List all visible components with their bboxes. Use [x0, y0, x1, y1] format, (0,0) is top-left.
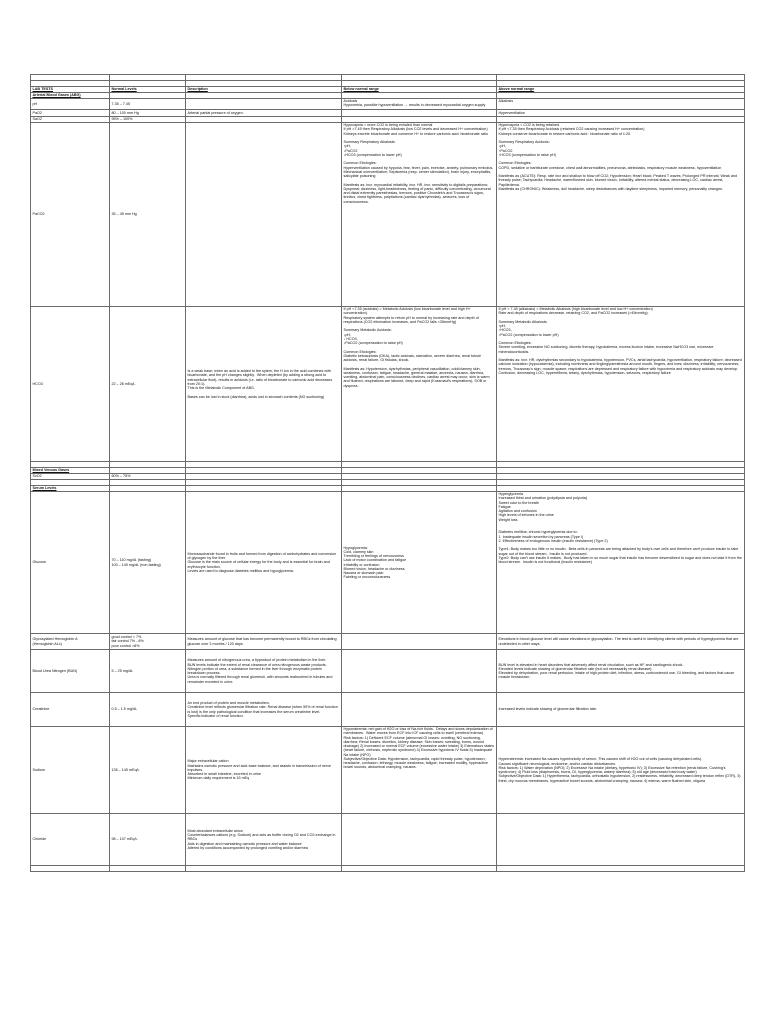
text-line: Risk factors: 1) Water deprivation (NPO); 2) Excessive Na intake (dietary, hypertonic IV); 3) Excessive Na retention (renal failure, Cushing's syndrome); 4) Fluid loss (diaphoresis, burns, DI, hyperglycemia, watery diarrhea); 5) old age (decreased total body water)	[498, 765, 727, 774]
text-line: Hyperventilation caused by hypoxia, fear, fever, pain, exercise, anxiety, pulmonary embolus, Mechanical overventilation; Septicemia (resp. center stimulation), brain injury, encephalitis, salicylate poisoning	[343, 165, 495, 178]
text-line: Counterbalances cations (e.g. Sodium) and acts as buffer during O2 and CO2 exchange in RBCs	[187, 833, 337, 842]
text-line: Manifests as (ACUTE): Resp. rate incr and shallow to blow off CO2; Hypotension; Heart block; Peaked T waves; Prolonged PR interval; Weak and thready pulse; Tachycardia; Headache, warm/flushed skin, blurred vision, irritability, altered mental status, decreasing LOC, cardiac arrest, Papilledema.	[498, 174, 739, 187]
below-range-cell[interactable]	[342, 492, 497, 634]
section-label[interactable]: Mixed Venous Gases	[31, 468, 110, 474]
table-row	[31, 110, 745, 117]
text-line: COPD, sedative or barbiturate overdose, chest wall abnormalities, pneumonia, atelectasis, respiratory muscle weakness, hypoventilation	[498, 165, 722, 170]
text-line: Fainting or unconsciousness	[343, 575, 391, 580]
text-line: Major extracellular cation	[187, 759, 229, 764]
header-cell[interactable]: Above normal range	[497, 87, 745, 93]
text-line: Measures amount of nitrogenous urea, a byproduct of protein metabolism in the liver.	[187, 658, 327, 663]
description-cell[interactable]	[186, 110, 342, 117]
normal-level-cell[interactable]: 5 – 25 mg/dL	[110, 650, 186, 693]
text-line: ↓ HCO3,	[343, 336, 358, 341]
text-line: (Hemoglobin A1c)	[32, 641, 62, 646]
normal-level-cell[interactable]: 0.5 – 1.5 mg/dL	[110, 693, 186, 727]
text-line: Common Etiologies:	[498, 161, 532, 166]
description-cell[interactable]	[186, 123, 342, 307]
above-range-cell[interactable]	[497, 492, 745, 634]
text-line: Nausea or stomach pain	[343, 571, 384, 575]
header-cell[interactable]: Description	[186, 87, 342, 93]
table-row	[31, 307, 745, 462]
text-line: Fatigue	[498, 504, 511, 509]
text-line: Diabetic ketoacidosis (DKA), lactic acidosis, starvation, severe diarrhea, renal tubule acidosis, renal failure, GI fistulas, shock.	[343, 353, 483, 362]
description-cell[interactable]	[186, 814, 342, 866]
text-line: 100 – 140 mg/dL (non-fasting)	[111, 562, 161, 567]
above-range-cell[interactable]	[497, 693, 745, 727]
text-line: Hypoxemia, possible hypoventilation → results in decreased myocardial oxygen supply	[343, 103, 486, 108]
header-cell[interactable]: Normal Levels	[110, 87, 186, 93]
text-line: BUN levels indicate the extent of renal clearance of urea nitrogenous waste products.	[187, 662, 327, 667]
text-line: ↓PaCO2	[343, 148, 358, 153]
text-line: Manifests as (CHRONIC): Weakness, dull headache, sleep disturbances with daytime sleepiness, impaired memory, personality changes.	[498, 186, 723, 191]
section-label[interactable]: Arterial Blood Gases (ABG)	[31, 93, 110, 99]
text-line: Absorbed in small intestine, excreted in urine	[187, 772, 261, 777]
text-line: Blurred vision, headache or dizziness	[343, 566, 405, 571]
description-cell[interactable]	[186, 650, 342, 693]
test-name-cell[interactable]: pH	[31, 99, 110, 110]
table-row	[31, 492, 745, 634]
text-line: Kidneys conserve bicarbonate to restore carbonic acid : bicarbonate ratio of 1:20.	[498, 131, 632, 136]
text-line: poor control >8%	[111, 643, 140, 648]
text-line: Glycosylated Hemoglobin A	[32, 637, 78, 642]
below-range-cell[interactable]	[342, 650, 497, 693]
text-line: ↓pH,	[343, 332, 352, 337]
text-line: Hypocapnia = more CO2 is being exhaled than normal	[343, 123, 433, 127]
description-cell[interactable]	[186, 99, 342, 110]
below-range-cell[interactable]	[342, 727, 497, 814]
text-line: Manifests as: incr. myocardial irritability, incr. HR, incr. sensitivity to digitalis preparations; Dyspneal; dizziness, light-headedness, feeling of panic, difficulty concentrating, circumoral and distal extremity paresthesias, tremors, positive Chvostek's and Trousseau's signs, tinnitus, chest tightness, palpitations (cardiac dysrhythmias), seizures, loss of consciousness.	[343, 182, 492, 204]
text-line: Weight loss	[498, 517, 518, 522]
table-row	[31, 99, 745, 110]
text-line: Summary Metabolic Alkalosis:	[498, 319, 548, 324]
text-line: Sweet odor to the breath	[498, 500, 539, 505]
table-row	[31, 814, 745, 866]
normal-level-cell[interactable]: 35 – 45 mm Hg	[110, 123, 186, 307]
test-name-cell[interactable]: SvO2	[31, 474, 110, 480]
text-line: Monosaccharide found in fruits and formed from digestion of carbohydrates and conversion of glycogen by the liver.	[187, 551, 338, 561]
text-line: Hypercapnia = CO2 is being retained	[498, 123, 560, 127]
text-line: Levels are used to diagnose diabetes mellitus and hypoglycemia.	[187, 568, 294, 573]
text-line: Summary Metabolic Acidosis:	[343, 328, 392, 333]
text-line: Aids in digestion and maintaining osmotic pressure and water balance	[187, 841, 302, 846]
text-line: Elevated by dehydration, poor renal perfusion, intake of high-protein diet, infection, stress, corticosteroid use, GI bleeding, and factors that cause muscle breakdown.	[498, 671, 736, 680]
text-line: An end product of protein and muscle metabolism.	[187, 701, 270, 705]
text-line: Measures amount of glucose that has become permanently bound to RBCs from circulating glucose over 3 months / 120 days.	[187, 637, 338, 646]
test-name-cell[interactable]: Sodium	[31, 727, 110, 814]
above-range-cell[interactable]	[497, 727, 745, 814]
test-name-cell[interactable]: PaO2	[31, 110, 110, 117]
text-line: Most abundant extracellular anion	[187, 828, 243, 833]
text-line: good control < 7%	[111, 635, 142, 640]
normal-level-cell[interactable]: 135 – 145 mEq/L	[110, 727, 186, 814]
text-line: Common Etiologies:	[343, 161, 377, 166]
table-row	[31, 123, 745, 307]
header-cell[interactable]: Below normal range	[342, 87, 497, 93]
table-row	[31, 634, 745, 650]
below-range-cell[interactable]	[342, 110, 497, 117]
below-range-cell[interactable]	[342, 634, 497, 650]
text-line: Common Etiologies:	[498, 341, 532, 345]
text-line: 70 – 110 mg/dL (fasting)	[111, 558, 152, 563]
text-line: Hyperglycemia	[498, 492, 523, 496]
test-name-cell[interactable]: Blood Urea Nitrogen (BUN)	[31, 650, 110, 693]
text-line: Summary Respiratory Alkalosis:	[343, 140, 396, 144]
text-line: ↑PaCO2 (compensation to lower pH)	[498, 332, 559, 337]
test-name-cell[interactable]: HCO3	[31, 307, 110, 462]
header-cell[interactable]: LAB TESTS	[31, 87, 110, 93]
text-line: Risk factors: 1) Deficient ECF volume (abnormal GI losses: vomiting, NG suctioning, diarrhea; Renal losses: diuretics, kidney disease; Skin losses: sweating, burns, wound drainage) 2) Increased or normal ECF volume (excessive water intake) 3) Edematous states (heart failure, cirrhosis, nephrotic syndrome) 4) Excessive hypotonic IV fluids 5) Inadequate Na intake (NPO)	[343, 735, 495, 757]
test-name-cell[interactable]	[31, 634, 110, 650]
table-row	[31, 650, 745, 693]
test-name-cell[interactable]: Creatinine	[31, 693, 110, 727]
text-line: If pH > 7.45 (alkalosis) = Metabolic Alkalosis (high bicarbonate level and low H+ concentration)	[498, 307, 653, 311]
text-line: Urea is normally filtered through renal glomeruli, with amounts reabsorbed in tubules and remainder excreted in urine.	[187, 675, 334, 684]
normal-level-cell[interactable]: 80 – 100 mm Hg	[110, 110, 186, 117]
text-line: Arterial partial pressure of oxygen.	[187, 110, 244, 115]
text-line: Altered by conditions accompanied by prolonged vomiting and/or diarrhea	[187, 845, 308, 850]
text-line: Diabetes mellitus: chronic hyperglycemia due to:	[498, 530, 578, 535]
text-line: High levels of ketones in the urine	[498, 513, 554, 518]
text-line: Is a weak base; when an acid is added to the sytem, the H ion in the acid combines with bicarbonate, and the pH changes slightly. When depleted (by adding a strong acid to extracellular fluid), results in acidosis (i.e. ratio of bicarbonate to carbonic acid decreases from 20:1).	[187, 369, 334, 386]
text-line: Hyperventilation	[498, 110, 525, 115]
text-line: Common Etiologies:	[343, 349, 377, 354]
test-name-cell[interactable]: Glucose	[31, 492, 110, 634]
text-line: Manifests as: incr. HR, dysrhythmias secondary to hypokalemia, hypotension, PVCs, atrial tachycardia, hypoventilation, respiratory failure; decreased calcium ionization (hypocalcemia), including numbness and tingling/paresthesia around mouth, fingers, and toes; dizziness; irritability; nervousness; tremors, Trousseau's sign, muscle spasm; respirations are depressed and respiratory failure with hypoxemia and respiratory acidosis may develop. Confusion, decreasing LOC, hyperreflexia, tetany, dysrhythmias, hypotension, seizures, respiratory failure	[498, 358, 743, 375]
below-range-cell[interactable]	[342, 99, 497, 110]
normal-level-cell[interactable]: 95% – 100%	[110, 117, 186, 123]
normal-level-cell[interactable]	[110, 492, 186, 634]
lab-values-sheet	[30, 74, 745, 872]
lab-values-table	[30, 74, 745, 872]
text-line: If pH <7.35 (acidosis) = Metabolic Acidosis (low bicarbonate level and high H+ concentration).	[343, 307, 472, 316]
below-range-cell[interactable]	[342, 307, 497, 462]
text-line: Rate and depth of respirations decrease, retaining CO2, and PaCO2 increases (>45mmHg).	[498, 311, 649, 316]
text-line: ↓HCO3 (compensation to lower pH)	[343, 152, 402, 157]
above-range-cell[interactable]	[497, 307, 745, 462]
text-line: Type2: Body can't use insulin it makes. Body has taken in so much sugar that insulin has become desensitized to sugar and does not take it from the blood stream. Insulin is not functional (insulin resistance)	[498, 555, 743, 564]
text-line: ↑pH,	[498, 324, 507, 328]
normal-level-cell[interactable]: 98 – 107 mEq/L	[110, 814, 186, 866]
above-range-cell[interactable]	[497, 814, 745, 866]
text-line: Type1: Body makes too little or no insulin. Beta cells in pancreas are being attacked by body's own cells and therefore can't produce insulin to take sugar out of the blood stream. Insulin is not produced.	[498, 547, 740, 556]
text-line: Irritability or confusion	[343, 562, 380, 567]
text-line: BUN level is elevated in heart disorders that adversely affect renal circulation, such as HF and cardiogenic shock.	[498, 662, 684, 667]
text-line: If pH <7.35 then Respiratory Acidosis (retained CO2 causing increased H+ concentration)	[498, 127, 645, 132]
blank-row	[31, 866, 745, 872]
below-range-cell[interactable]	[342, 693, 497, 727]
text-line: Hypernatremia: increased Na causes hypertonicity of serum. This causes shift of H2O out of cells (causing dehydrated cells).	[498, 757, 703, 762]
table-row	[31, 693, 745, 727]
text-line: Specific indicator of renal function.	[187, 713, 244, 718]
normal-level-cell[interactable]: 7.35 – 7.45	[110, 99, 186, 110]
text-line: If pH >7.45 then Respiratory Alkalosis (low CO2 levels and decreased H+ concentration)	[343, 127, 488, 132]
text-line: Causes significant neurological, endocrine, and/or cardiac disturbances.	[498, 761, 616, 766]
table-row	[31, 727, 745, 814]
text-line: Hyponatremia: net gain of H2O or loss of Na-rich fluids. Delays and slows depolarization of membranes. Water moves from ECF into ICF causing cells to swell (cerebral edema)	[343, 727, 494, 736]
text-line: 1. Inadequate insulin secretion by pancreas (Type I)	[498, 534, 584, 539]
normal-level-cell[interactable]	[110, 634, 186, 650]
text-line: 2. Effectiveness of endogenous insulin (insulin resistance) (Type 2)	[498, 538, 608, 543]
text-line: Lack of motor coordination and fatigue	[343, 558, 407, 563]
text-line: Trembling or feelings of nervousness	[343, 554, 404, 558]
text-line: Glucose is the main source of cellular energy for the body and is essential for brain and erythrocyte function.	[187, 560, 331, 569]
text-line: Manifests as: Hypotension, dysrhythmias, peripheral vasodilation, cold/clammy skin, weakness, confusion, fatigue, headache, general malaise, anorexia, nausea, diarrhea, vomiting, abdominal pain, consciousness declines, cardiac arrest may occur, skin is warm and flushed, respirations are labored, deep and rapid (Kussmaul's respirations), SOB or dyspnea.	[343, 366, 491, 388]
text-line: Subjective/Objective Data: 1) Hyperthermia, tachycardia, orthostatic hypotension, 2) restlessness, irritability, decreased deep tendon reflex (DTR), 3) thirst, dry mucous membranes, hyperactive bowel sounds, abdominal cramping, nausea; 4) edema, warm flushed skin, oliguria	[498, 774, 742, 783]
text-line: Summary Respiratory Acidosis:	[498, 140, 550, 144]
text-line: Bases can be lost in stool (diarrhea), acids lost in stomach contents (NG suctioning)	[187, 394, 325, 399]
description-cell[interactable]	[186, 634, 342, 650]
text-line: Acidosis	[343, 99, 358, 103]
text-line: ↑HCO3,	[498, 328, 512, 333]
text-line: Creatinine level reflects glomerular filtration rate. Renal disease (when 50% of renal function is lost) is the only pathological condition that increases the serum creatinine level.	[187, 705, 339, 714]
normal-level-cell[interactable]: 60% – 75%	[110, 474, 186, 480]
text-line: ↑PaCO2	[498, 148, 513, 153]
description-cell[interactable]	[186, 307, 342, 462]
text-line: Nitrogen portion of urea, a substance formed in the liver through enzymatic protein breakdown process.	[187, 666, 323, 675]
text-line: Elevations in blood glucose level will cause elevations in glycosylation. The test is useful in identifying clients with periods of hyperglycemia that are undetected in other ways.	[498, 637, 740, 646]
text-line: Severe vomiting, excessive NG suctioning, diuretic therapy, hypokalemia, excess licorice intake, excessive NaHCO3 use, excessive mineralocorticoids.	[498, 345, 715, 354]
above-range-cell[interactable]	[497, 110, 745, 117]
normal-level-cell[interactable]: 22 – 26 mEq/L	[110, 307, 186, 462]
section-label[interactable]: Serum Levels	[31, 486, 110, 492]
text-line: Alkalosis	[498, 99, 514, 103]
text-line: ↓PaCO2 (compensation to raise pH)	[343, 341, 403, 345]
test-name-cell[interactable]: Chloride	[31, 814, 110, 866]
text-line: Respiratory system attempts to return pH to normal by increasing rate and depth of respirations (CO2 elimination increases, and PaCO2 falls <35mmHg)	[343, 315, 480, 324]
text-line: Agitation and confusion	[498, 509, 537, 513]
below-range-cell[interactable]	[342, 814, 497, 866]
below-range-cell[interactable]	[342, 123, 497, 307]
text-line: Kidneys excrete bicarbonate and conserve H+ to restore carbonic acid: bicarbonate ratio	[343, 131, 488, 136]
text-line: ↑pH,	[343, 144, 352, 149]
text-line: Minimum daily requirement is 15 mEq	[187, 776, 250, 781]
above-range-cell[interactable]	[497, 650, 745, 693]
description-cell[interactable]	[186, 492, 342, 634]
text-line: Maintains osmotic pressure and acid-base balance, and assists in transmission of nerve impulses.	[187, 763, 333, 772]
text-line: This is the Metabolic Component of ABG.	[187, 386, 255, 391]
text-line: Subjective/Objective Data: Hypotension, tachycardia, rapid thready pulse, hypotension; headache, confusion, lethargy, muscle weakness, fatigue; increased motility, hyperactive bowel sounds, abdominal cramping, nausea.	[343, 756, 489, 770]
text-line: Increased thirst and urination (polydipsia and polyuria)	[498, 496, 588, 501]
above-range-cell[interactable]	[497, 123, 745, 307]
description-cell[interactable]	[186, 727, 342, 814]
text-line: Increased levels indicate slowing of glomerular filtration rate.	[498, 707, 598, 712]
text-line: ↓pH,	[498, 144, 507, 149]
test-name-cell[interactable]: PaCO2	[31, 123, 110, 307]
above-range-cell[interactable]	[497, 634, 745, 650]
text-line: Hypoglycemia:	[343, 545, 368, 550]
text-line: ↑HCO3 (compensation to raise pH)	[498, 152, 556, 157]
text-line: fair control 7% - 8%	[111, 639, 144, 644]
description-cell[interactable]	[186, 693, 342, 727]
text-line: Elevated levels indicate slowing of glomerular filtration rate (but not necessarily renal disease).	[498, 666, 653, 671]
text-line: Cold, clammy skin	[343, 549, 374, 554]
above-range-cell[interactable]	[497, 99, 745, 110]
test-name-cell[interactable]: SaO2	[31, 117, 110, 123]
